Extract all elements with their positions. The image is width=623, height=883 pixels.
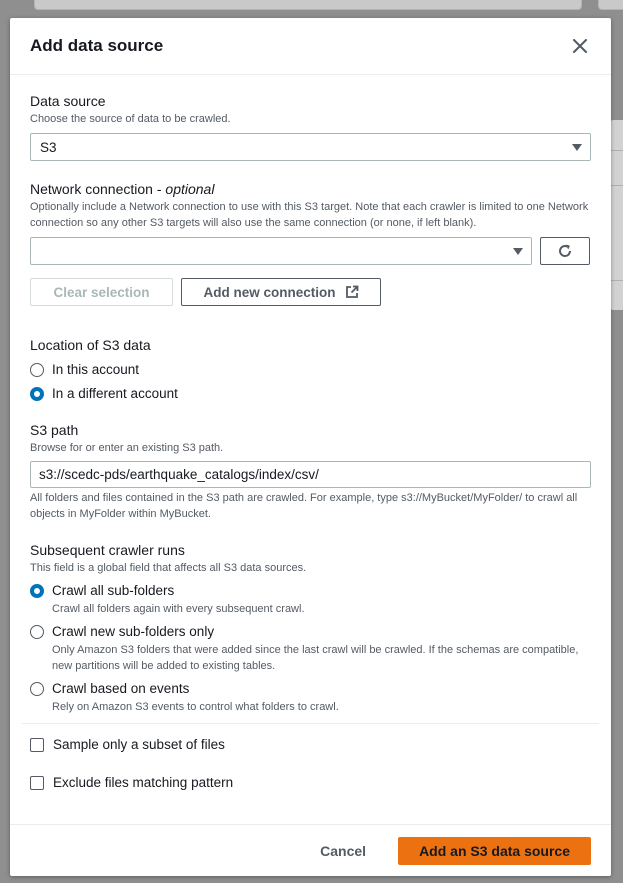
add-new-connection-button[interactable] bbox=[181, 278, 381, 306]
background-side-card bbox=[611, 120, 623, 310]
data-source-selected-value: S3 bbox=[40, 139, 57, 155]
network-connection-label-text: Network connection bbox=[30, 181, 153, 197]
radio-label: Crawl all sub-folders bbox=[52, 583, 175, 598]
radio-label: In this account bbox=[52, 362, 140, 377]
data-source-label: Data source bbox=[30, 93, 106, 109]
close-icon bbox=[573, 39, 587, 53]
radio-button[interactable] bbox=[30, 682, 44, 696]
background-panel bbox=[34, 0, 582, 10]
s3-path-input[interactable]: s3://scedc-pds/earthquake_catalogs/index/csv/ bbox=[30, 461, 591, 488]
s3-path-label: S3 path bbox=[30, 422, 79, 438]
add-s3-data-source-button[interactable]: Add an S3 data source bbox=[398, 837, 591, 865]
radio-label: In a different account bbox=[52, 386, 178, 401]
radio-description: Crawl all folders again with every subsequent crawl. bbox=[52, 603, 305, 615]
subsequent-runs-label: Subsequent crawler runs bbox=[30, 542, 185, 558]
radio-crawl-events[interactable] bbox=[30, 680, 591, 715]
radio-in-different-account[interactable] bbox=[30, 385, 591, 403]
radio-label: Crawl based on events bbox=[52, 681, 190, 696]
close-button[interactable] bbox=[569, 35, 591, 57]
sample-subset-checkbox-row[interactable] bbox=[30, 736, 591, 754]
network-connection-row bbox=[30, 237, 591, 265]
sample-subset-checkbox[interactable] bbox=[30, 738, 44, 752]
refresh-icon bbox=[557, 243, 573, 259]
network-connection-actions bbox=[30, 278, 591, 306]
modal-header bbox=[10, 18, 611, 75]
sample-subset-label: Sample only a subset of files bbox=[53, 737, 225, 752]
data-source-field bbox=[30, 92, 591, 161]
exclude-pattern-label: Exclude files matching pattern bbox=[53, 775, 234, 790]
modal-title: Add data source bbox=[30, 36, 164, 55]
caret-down-icon bbox=[513, 248, 523, 255]
data-source-description: Choose the source of data to be crawled. bbox=[30, 113, 231, 125]
radio-button-checked[interactable] bbox=[30, 584, 44, 598]
data-source-select[interactable] bbox=[30, 133, 591, 161]
modal-footer bbox=[10, 824, 611, 876]
caret-down-icon bbox=[572, 144, 582, 151]
radio-crawl-all[interactable] bbox=[30, 582, 591, 617]
subsequent-runs-description: This field is a global field that affects all S3 data sources. bbox=[30, 562, 307, 574]
background-line bbox=[611, 280, 623, 281]
cancel-button[interactable]: Cancel bbox=[320, 842, 367, 859]
network-connection-label: Network connection - optional bbox=[30, 181, 215, 197]
radio-crawl-new[interactable] bbox=[30, 623, 591, 674]
radio-in-this-account[interactable] bbox=[30, 361, 591, 379]
network-connection-select[interactable] bbox=[30, 237, 532, 265]
background-panel-right bbox=[598, 0, 623, 10]
radio-button[interactable] bbox=[30, 625, 44, 639]
exclude-pattern-checkbox-row[interactable] bbox=[30, 774, 591, 792]
background-line bbox=[611, 185, 623, 186]
radio-description: Rely on Amazon S3 events to control what folders to crawl. bbox=[52, 701, 339, 713]
s3-path-help: All folders and files contained in the S3 path are crawled. For example, type s3://MyBucket/MyFolder/ to crawl all objects in MyFolder within MyBucket. bbox=[30, 492, 578, 520]
add-new-connection-label: Add new connection bbox=[203, 284, 336, 300]
location-field bbox=[30, 336, 591, 403]
radio-button[interactable] bbox=[30, 363, 44, 377]
optional-tag: optional bbox=[165, 181, 215, 197]
network-connection-field bbox=[30, 180, 591, 306]
refresh-button[interactable] bbox=[540, 237, 590, 265]
s3-path-field bbox=[30, 421, 591, 522]
radio-button-checked[interactable] bbox=[30, 387, 44, 401]
radio-label: Crawl new sub-folders only bbox=[52, 624, 215, 639]
exclude-pattern-checkbox[interactable] bbox=[30, 776, 44, 790]
section-divider bbox=[22, 723, 599, 724]
background-line bbox=[611, 150, 623, 151]
radio-description: Only Amazon S3 folders that were added since the last crawl will be crawled. If the schemas are compatible, new partitions will be added to existing tables. bbox=[52, 644, 579, 672]
clear-selection-button[interactable]: Clear selection bbox=[30, 278, 173, 306]
network-connection-description: Optionally include a Network connection to use with this S3 target. Note that each crawler is limited to one Network connection so any other S3 targets will also use the same connection (or none, if left blank). bbox=[30, 201, 589, 229]
modal-body bbox=[10, 75, 611, 792]
s3-path-description: Browse for or enter an existing S3 path. bbox=[30, 442, 224, 454]
external-link-icon bbox=[345, 285, 359, 299]
add-data-source-modal bbox=[10, 18, 611, 876]
location-label: Location of S3 data bbox=[30, 337, 151, 353]
subsequent-runs-field bbox=[30, 541, 591, 715]
